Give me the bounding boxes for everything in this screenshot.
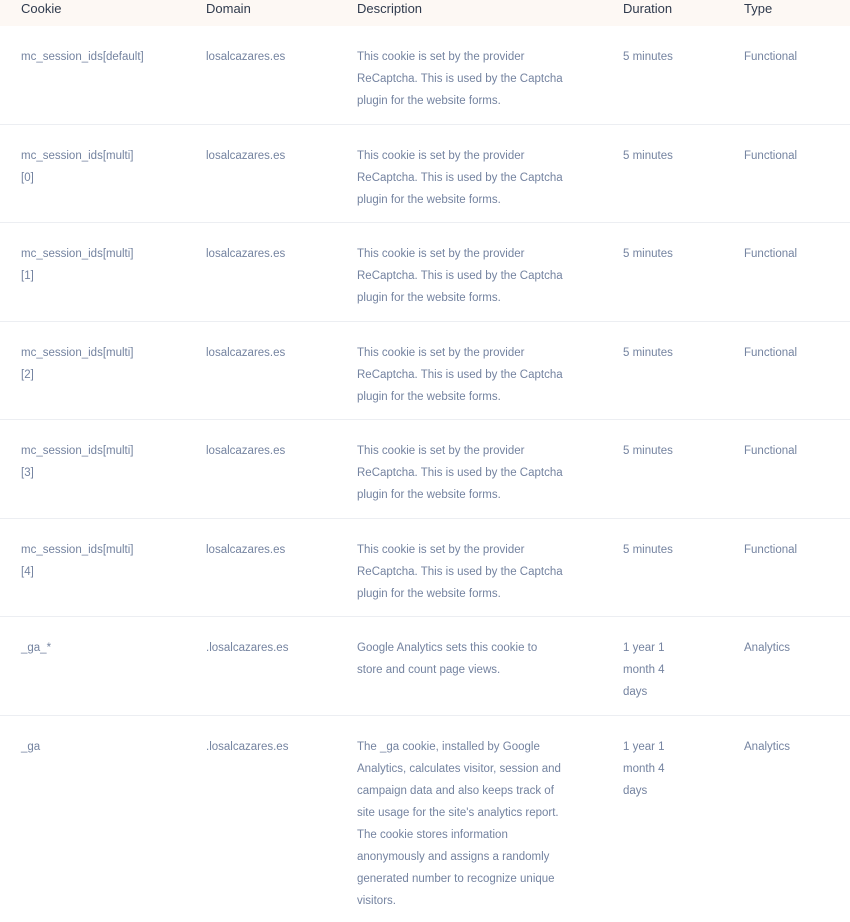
- cell-duration: [623, 539, 713, 561]
- cell-description-line: This cookie is set by the provider: [357, 248, 525, 260]
- cell-domain: losalcazares.es: [206, 150, 286, 162]
- cell-cookie: [21, 145, 181, 189]
- cell-description-line: The _ga cookie, installed by Google: [357, 741, 540, 753]
- cell-cookie-line: [2]: [21, 369, 34, 381]
- cell-duration-line: 5 minutes: [623, 248, 673, 260]
- cell-type: Functional: [744, 150, 798, 162]
- cell-domain: .losalcazares.es: [206, 741, 289, 753]
- cell-description-line: plugin for the website forms.: [357, 95, 501, 107]
- cell-description-line: This cookie is set by the provider: [357, 347, 525, 359]
- cell-description-line: ReCaptcha. This is used by the Captcha: [357, 73, 563, 85]
- cell-type: Functional: [744, 248, 798, 260]
- cell-type: Analytics: [744, 741, 791, 753]
- cell-description-line: plugin for the website forms.: [357, 588, 501, 600]
- cell-description-line: This cookie is set by the provider: [357, 150, 525, 162]
- cell-type: Functional: [744, 544, 798, 556]
- cell-description: [357, 46, 589, 112]
- cell-description-line: The cookie stores information: [357, 829, 508, 841]
- cell-duration: [623, 46, 713, 68]
- cell-description: [357, 145, 589, 211]
- cell-description-line: plugin for the website forms.: [357, 391, 501, 403]
- cell-description-line: plugin for the website forms.: [357, 194, 501, 206]
- table-body: [0, 26, 850, 922]
- cell-cookie-line: mc_session_ids[multi]: [21, 544, 134, 556]
- cell-description-line: ReCaptcha. This is used by the Captcha: [357, 369, 563, 381]
- cell-description: [357, 342, 589, 408]
- cell-cookie: [21, 440, 181, 484]
- cell-cookie: [21, 736, 181, 758]
- cell-description: [357, 440, 589, 506]
- cell-cookie: [21, 539, 181, 583]
- cell-description: [357, 243, 589, 309]
- cell-cookie-line: _ga: [21, 741, 41, 753]
- table-row: [0, 617, 850, 716]
- cell-duration-line: 5 minutes: [623, 150, 673, 162]
- header-description: Description: [357, 1, 423, 16]
- cell-description-line: store and count page views.: [357, 664, 501, 676]
- cell-duration-line: days: [623, 686, 648, 698]
- cell-cookie-line: [3]: [21, 467, 34, 479]
- cell-description-line: ReCaptcha. This is used by the Captcha: [357, 270, 563, 282]
- cell-cookie: [21, 46, 181, 68]
- table-row: [0, 420, 850, 519]
- header-duration: Duration: [623, 1, 673, 16]
- cell-duration-line: month 4: [623, 763, 665, 775]
- cell-description: [357, 637, 589, 681]
- cell-cookie-line: mc_session_ids[multi]: [21, 445, 134, 457]
- cell-duration-line: 5 minutes: [623, 445, 673, 457]
- cell-description-line: ReCaptcha. This is used by the Captcha: [357, 566, 563, 578]
- table-header-row: [0, 0, 850, 26]
- table-row: [0, 26, 850, 125]
- cell-cookie-line: [0]: [21, 172, 34, 184]
- cell-description-line: This cookie is set by the provider: [357, 51, 525, 63]
- cell-duration-line: 5 minutes: [623, 544, 673, 556]
- cell-cookie: [21, 243, 181, 287]
- cell-duration-line: days: [623, 785, 648, 797]
- cell-duration: [623, 243, 713, 265]
- cell-duration-line: 1 year 1: [623, 642, 665, 654]
- header-domain: Domain: [206, 1, 251, 16]
- cell-description-line: ReCaptcha. This is used by the Captcha: [357, 467, 563, 479]
- cell-duration-line: 5 minutes: [623, 347, 673, 359]
- cell-domain: losalcazares.es: [206, 544, 286, 556]
- cell-cookie-line: [1]: [21, 270, 34, 282]
- cell-type: Functional: [744, 51, 798, 63]
- cell-domain: .losalcazares.es: [206, 642, 289, 654]
- cell-type: Analytics: [744, 642, 791, 654]
- cell-duration-line: month 4: [623, 664, 665, 676]
- cell-cookie-line: mc_session_ids[multi]: [21, 248, 134, 260]
- cell-duration: [623, 736, 713, 802]
- cell-cookie: [21, 342, 181, 386]
- header-cookie: Cookie: [21, 1, 62, 16]
- cell-domain: losalcazares.es: [206, 347, 286, 359]
- cell-duration: [623, 440, 713, 462]
- cell-duration: [623, 637, 713, 703]
- cell-description-line: Analytics, calculates visitor, session and: [357, 763, 561, 775]
- cell-description-line: visitors.: [357, 895, 396, 907]
- cell-duration-line: 1 year 1: [623, 741, 665, 753]
- cell-domain: losalcazares.es: [206, 445, 286, 457]
- cell-cookie-line: mc_session_ids[multi]: [21, 150, 134, 162]
- table-row: [0, 322, 850, 420]
- table-row: [0, 519, 850, 617]
- header-type: Type: [744, 1, 773, 16]
- cell-description-line: generated number to recognize unique: [357, 873, 555, 885]
- cell-cookie-line: [4]: [21, 566, 34, 578]
- cell-duration: [623, 342, 713, 364]
- cell-description-line: campaign data and also keeps track of: [357, 785, 554, 797]
- cell-cookie-line: _ga_*: [21, 642, 52, 654]
- cell-description-line: anonymously and assigns a randomly: [357, 851, 550, 863]
- table-row: [0, 716, 850, 922]
- cell-cookie-line: mc_session_ids[default]: [21, 51, 144, 63]
- cell-description-line: This cookie is set by the provider: [357, 544, 525, 556]
- cell-domain: losalcazares.es: [206, 51, 286, 63]
- cell-domain: losalcazares.es: [206, 248, 286, 260]
- cell-description-line: plugin for the website forms.: [357, 292, 501, 304]
- cell-cookie: [21, 637, 181, 659]
- cell-description-line: This cookie is set by the provider: [357, 445, 525, 457]
- table-row: [0, 125, 850, 223]
- cell-cookie-line: mc_session_ids[multi]: [21, 347, 134, 359]
- table-row: [0, 223, 850, 322]
- cell-description: [357, 736, 589, 912]
- cell-description-line: plugin for the website forms.: [357, 489, 501, 501]
- cell-duration: [623, 145, 713, 167]
- cell-type: Functional: [744, 445, 798, 457]
- cell-description-line: ReCaptcha. This is used by the Captcha: [357, 172, 563, 184]
- cell-description: [357, 539, 589, 605]
- cell-type: Functional: [744, 347, 798, 359]
- cell-description-line: site usage for the site's analytics report.: [357, 807, 559, 819]
- cell-duration-line: 5 minutes: [623, 51, 673, 63]
- cell-description-line: Google Analytics sets this cookie to: [357, 642, 538, 654]
